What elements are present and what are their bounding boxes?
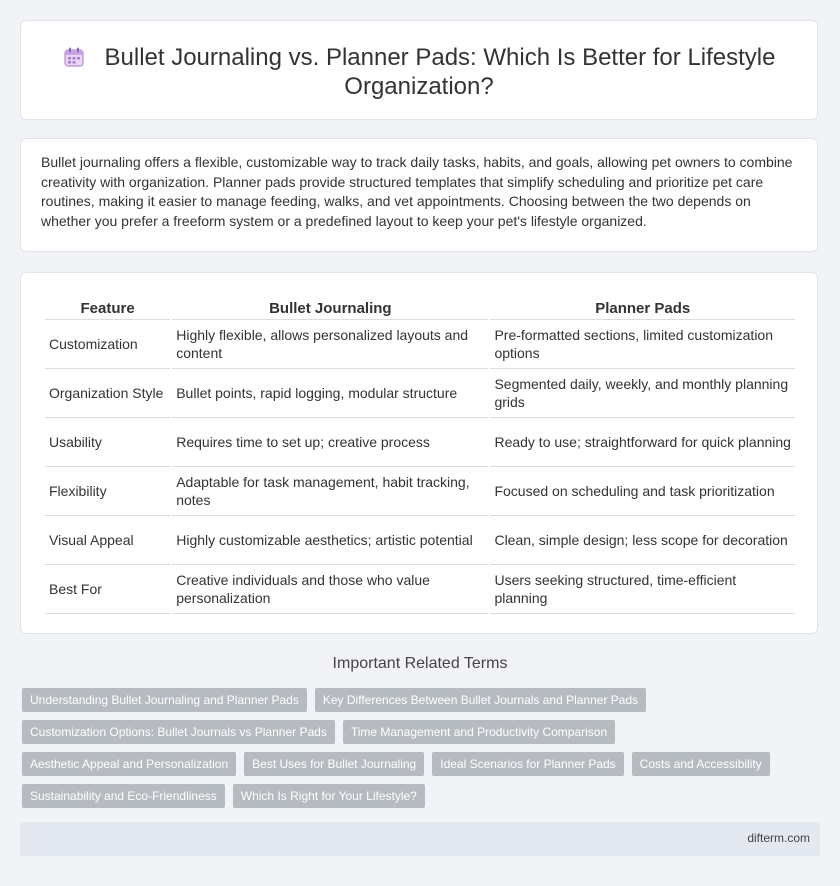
table-cell: Segmented daily, weekly, and monthly planning grids [490,369,795,418]
table-row [45,320,795,369]
intro-text: Bullet journaling offers a flexible, customizable way to track daily tasks, habits, and goals, allowing pet owners to combine creativity with organization. Planner pads provide structured templates that simplify scheduling and prioritize pet care routines, making it easier to manage feeding, walks, and vet appointments. Choosing between the two depends on whether you prefer a freeform system or a predefined layout to keep your pet's lifestyle organized. [41,154,793,229]
table-cell: Creative individuals and those who value personalization [172,565,488,614]
table-cell: Ready to use; straightforward for quick planning [490,418,795,467]
comparison-table [43,295,797,614]
calendar-icon [63,46,85,68]
related-term-link[interactable]: Best Uses for Bullet Journaling [244,752,424,776]
table-row [45,565,795,614]
table-cell: Visual Appeal [45,516,170,565]
related-term-link[interactable]: Which Is Right for Your Lifestyle? [233,784,425,808]
comparison-card [20,272,818,634]
related-term-link[interactable]: Aesthetic Appeal and Personalization [22,752,236,776]
footer-site-link[interactable]: difterm.com [747,831,810,845]
table-header-row [45,295,795,320]
table-cell: Requires time to set up; creative process [172,418,488,467]
table-cell: Adaptable for task management, habit tracking, notes [172,467,488,516]
table-cell: Organization Style [45,369,170,418]
header-bullet-journaling: Bullet Journaling [172,295,488,320]
table-cell: Clean, simple design; less scope for decoration [490,516,795,565]
related-term-link[interactable]: Key Differences Between Bullet Journals and Planner Pads [315,688,646,712]
header-card [20,20,818,120]
table-cell: Best For [45,565,170,614]
footer [20,822,820,856]
header-planner-pads: Planner Pads [490,295,795,320]
related-term-link[interactable]: Costs and Accessibility [632,752,770,776]
table-cell: Flexibility [45,467,170,516]
related-term-link[interactable]: Ideal Scenarios for Planner Pads [432,752,623,776]
related-terms-title: Important Related Terms [332,655,508,672]
related-term-link[interactable]: Customization Options: Bullet Journals vs Planner Pads [22,720,335,744]
table-cell: Customization [45,320,170,369]
related-term-link[interactable]: Sustainability and Eco-Friendliness [22,784,225,808]
table-row [45,467,795,516]
table-row [45,418,795,467]
table-cell: Users seeking structured, time-efficient planning [490,565,795,614]
related-terms-list [22,688,802,808]
table-row [45,516,795,565]
page-title: Bullet Journaling vs. Planner Pads: Which Is Better for Lifestyle Organization? [104,44,776,100]
related-term-link[interactable]: Time Management and Productivity Comparison [343,720,615,744]
table-cell: Pre-formatted sections, limited customization options [490,320,795,369]
table-cell: Bullet points, rapid logging, modular structure [172,369,488,418]
table-cell: Highly customizable aesthetics; artistic potential [172,516,488,565]
table-cell: Usability [45,418,170,467]
intro-card [20,138,818,252]
page-title-row [21,43,817,101]
table-cell: Highly flexible, allows personalized layouts and content [172,320,488,369]
table-cell: Focused on scheduling and task prioritization [490,467,795,516]
related-term-link[interactable]: Understanding Bullet Journaling and Planner Pads [22,688,307,712]
header-feature: Feature [45,295,170,320]
table-row [45,369,795,418]
